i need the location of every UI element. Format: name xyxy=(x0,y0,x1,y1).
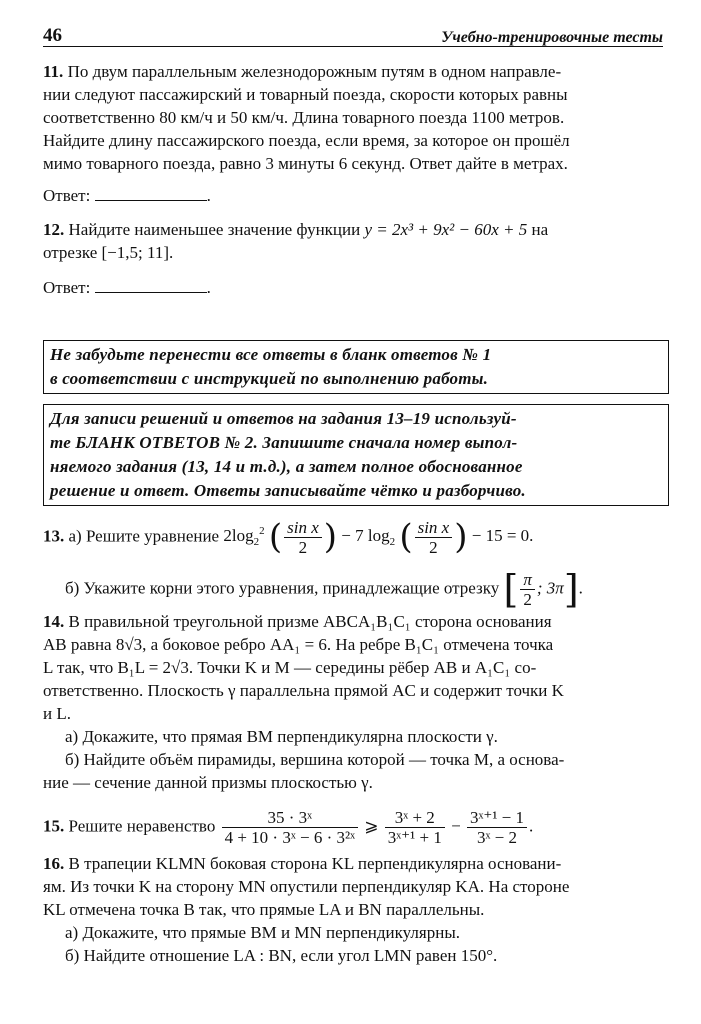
running-title: Учебно-тренировочные тесты xyxy=(441,29,663,46)
task-13-part-a: 13. а) Решите уравнение $2\log_2^2$ ( $\frac{\text{sin x}}{2}$ ) − 7 $\log_2$ ( $\frac{\text{sin x}}{2}$ ) − 15 = 0. xyxy=(43,517,534,558)
notice-answer-sheet-2: Для записи решений и ответов на задания 13–19 используй- те БЛАНК ОТВЕТОВ № 2. Запишите сначала номер выпол- няемого задания (13, 14 и т.д.), а затем полное обоснованное решение и ответ. Ответы записывайте чётко и разборчиво. xyxy=(43,404,669,506)
task-15: 15. Решите неравенство $\frac{\text{35 · 3ˣ}}{\text{4 + 10 · 3ˣ − 6 · 3²ˣ}}$ ⩾ $\frac{\text{3ˣ + 2}}{\text{3ˣ⁺¹ + 1}}$ − $\frac{\text{3ˣ⁺¹ − 1}}{\text{3ˣ − 2}}$ . xyxy=(43,808,534,847)
task-12-line-2: отрезке [−1,5; 11]. xyxy=(43,243,174,262)
task-14-line-4: ответственно. Плоскость γ параллельна прямой AC и содержит точки K xyxy=(43,681,564,700)
answer-blank[interactable] xyxy=(95,278,207,293)
fraction: $\frac{\text{sin x}}{2}$ xyxy=(415,518,453,557)
task-14-number: 14. xyxy=(43,612,65,631)
fraction-2: $\frac{\text{3ˣ + 2}}{\text{3ˣ⁺¹ + 1}}$ xyxy=(385,808,445,847)
task-16-line-2: ям. Из точки K на сторону MN опустили перпендикуляр KA. На стороне xyxy=(43,877,570,896)
task-16-number: 16. xyxy=(43,854,65,873)
task-14-line-5: и L. xyxy=(43,704,71,723)
task-11 xyxy=(43,60,663,175)
task-12-number: 12. xyxy=(43,220,65,239)
task-12-answer: Ответ: . xyxy=(43,278,211,297)
fraction: $\frac{\pi}{2}$ xyxy=(520,570,535,609)
function-formula: y = 2x³ + 9x² − 60x + 5 xyxy=(364,220,528,239)
task-12 xyxy=(43,218,663,264)
equation: $2\log_2^2$ ( $\frac{\text{sin x}}{2}$ ) − 7 $\log_2$ ( $\frac{\text{sin x}}{2}$ ) − 15 = 0. xyxy=(223,517,534,558)
task-15-number: 15. xyxy=(43,816,65,836)
task-16-part-a: а) Докажите, что прямые BM и MN перпендикулярны. xyxy=(65,923,460,942)
task-11-answer: Ответ: . xyxy=(43,186,211,205)
task-14 xyxy=(43,610,663,794)
task-14-line-1: 14. В правильной треугольной призме ABCA₁B₁C₁ сторона основания xyxy=(43,612,552,631)
task-14-part-a: а) Докажите, что прямая BM перпендикулярна плоскости γ. xyxy=(65,727,498,746)
answer-label: Ответ: xyxy=(43,186,91,205)
task-12-line-1: 12. Найдите наименьшее значение функции y = 2x³ + 9x² − 60x + 5 на xyxy=(43,220,549,239)
task-11-line-4: Найдите длину пассажирского поезда, если время, за которое он прошёл xyxy=(43,131,570,150)
task-16-line-1: 16. В трапеции KLMN боковая сторона KL перпендикулярна основани- xyxy=(43,854,562,873)
task-11-line-2: нии следуют пассажирский и товарный поезда, скорости которых равны xyxy=(43,85,568,104)
task-13-number: 13. xyxy=(43,526,65,546)
fraction-3: $\frac{\text{3ˣ⁺¹ − 1}}{\text{3ˣ − 2}}$ xyxy=(467,808,527,847)
fraction: $\frac{\text{sin x}}{2}$ xyxy=(284,518,322,557)
notice-transfer-answers: Не забудьте перенести все ответы в бланк ответов № 1 в соответствии с инструкцией по выполнению работы. xyxy=(43,340,669,394)
task-14-line-3: L так, что B₁L = 2√3. Точки K и M — середины рёбер AB и A₁C₁ со- xyxy=(43,658,537,677)
task-11-line-5: мимо товарного поезда, равно 3 минуты 6 секунд. Ответ дайте в метрах. xyxy=(43,154,568,173)
task-11-line-3: соответственно 80 км/ч и 50 км/ч. Длина товарного поезда 1100 метров. xyxy=(43,108,565,127)
task-14-part-b-1: б) Найдите объём пирамиды, вершина которой — точка M, а основа- xyxy=(65,750,565,769)
task-16 xyxy=(43,852,663,967)
task-16-line-3: KL отмечена точка B так, что прямые LA и BN параллельны. xyxy=(43,900,485,919)
answer-label: Ответ: xyxy=(43,278,91,297)
fraction-1: $\frac{\text{35 · 3ˣ}}{\text{4 + 10 · 3ˣ − 6 · 3²ˣ}}$ xyxy=(222,808,358,847)
task-11-number: 11. xyxy=(43,62,64,81)
page-number: 46 xyxy=(43,25,62,46)
task-13-part-b: б) Укажите корни этого уравнения, принадлежащие отрезку [ $\frac{\pi}{2}$ ; 3π]. xyxy=(65,567,583,612)
answer-blank[interactable] xyxy=(95,186,207,201)
task-16-part-b: б) Найдите отношение LA : BN, если угол LMN равен 150°. xyxy=(65,946,498,965)
task-14-part-b-2: ние — сечение данной призмы плоскостью γ. xyxy=(43,773,373,792)
task-14-line-2: AB равна 8√3, а боковое ребро AA₁ = 6. На ребре B₁C₁ отмечена точка xyxy=(43,635,554,654)
task-11-line-1: 11. По двум параллельным железнодорожным путям в одном направле- xyxy=(43,62,562,81)
page-header xyxy=(43,24,663,47)
